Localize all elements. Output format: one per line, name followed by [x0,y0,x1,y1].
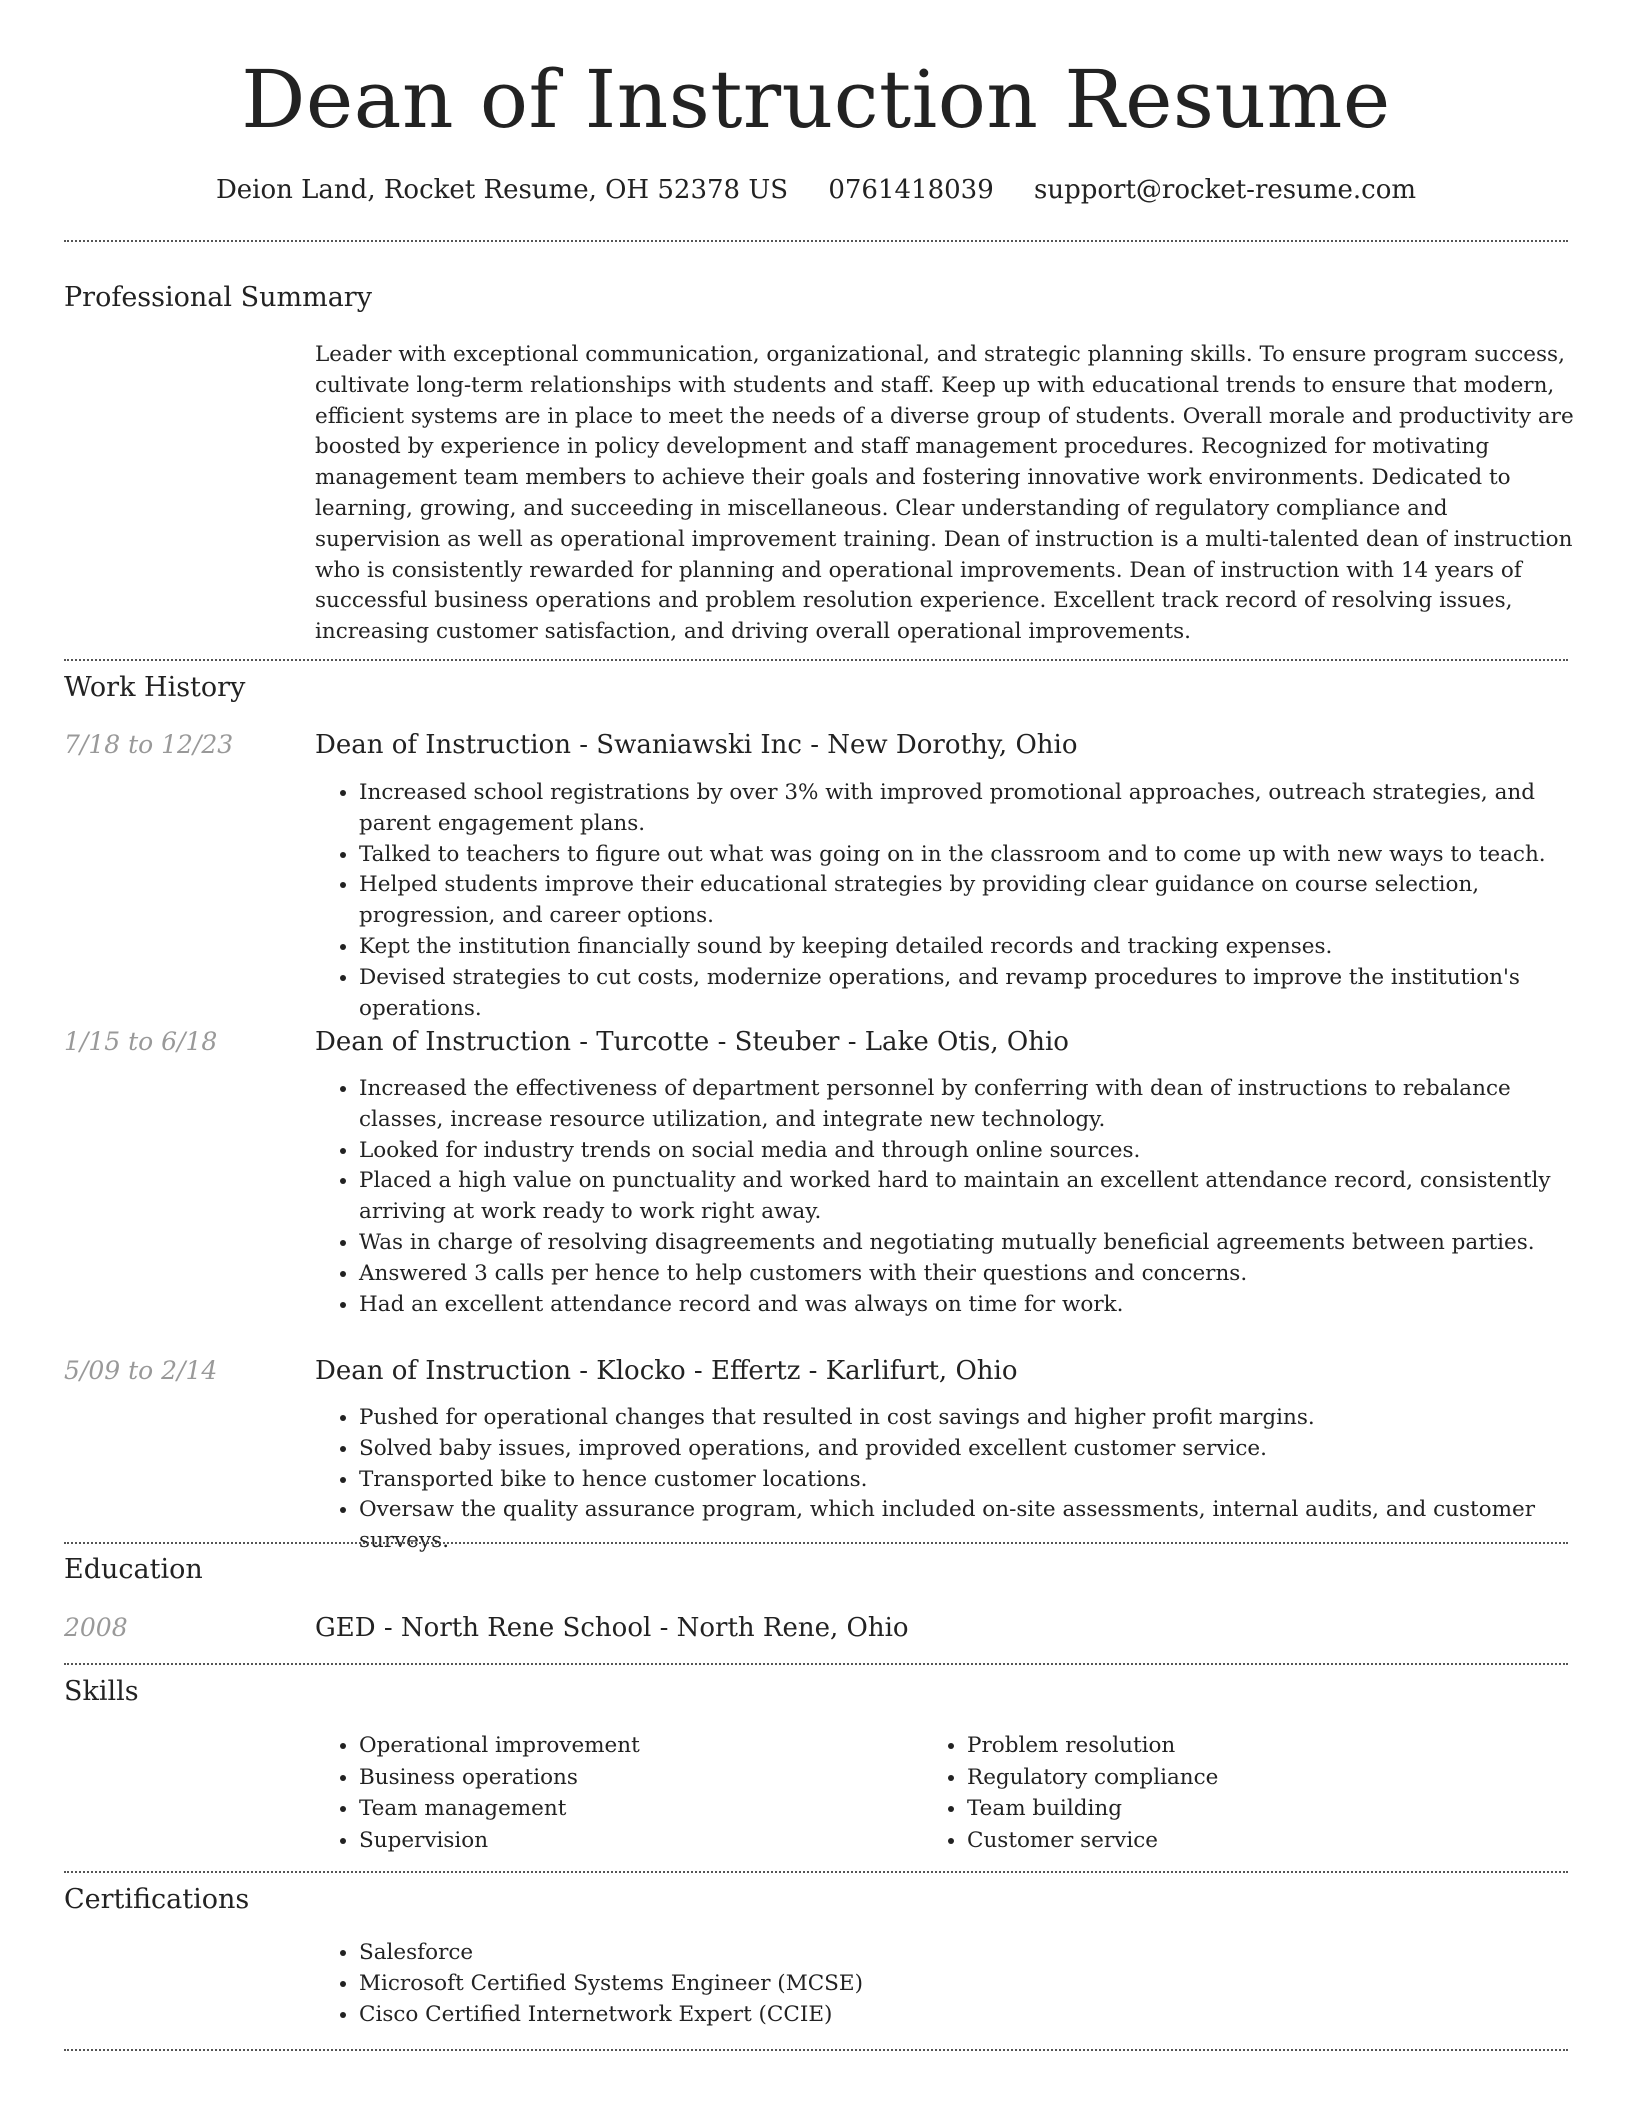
job-bullet: • Answered 3 calls per hence to help customers with their questions and concerns. [359,1259,1575,1290]
skill-item: • Business operations [359,1762,959,1794]
skill-item: • Team management [359,1793,959,1825]
skill-item: • Team building [967,1793,1567,1825]
job-bullet: • Looked for industry trends on social media and through online sources. [359,1136,1575,1167]
certification-item: • Cisco Certified Internetwork Expert (CCIE) [359,2000,1575,2031]
skills-heading: Skills [64,1676,139,1707]
skill-item: • Supervision [359,1825,959,1857]
job-bullet: • Transported bike to hence customer locations. [359,1465,1575,1496]
job-bullet: • Had an excellent attendance record and was always on time for work. [359,1290,1575,1321]
job-dates: 7/18 to 12/23 [64,730,234,759]
divider [64,240,1568,242]
job-bullet: • Helped students improve their educational strategies by providing clear guidance on course selection, progression, and career options. [359,870,1575,932]
job-title: Dean of Instruction - Turcotte - Steuber - Lake Otis, Ohio [315,1027,1069,1057]
certification-item: • Salesforce [359,1938,1575,1969]
job-bullet: • Devised strategies to cut costs, modernize operations, and revamp procedures to improve the institution's operations. [359,963,1575,1025]
certification-item: • Microsoft Certified Systems Engineer (MCSE) [359,1969,1575,2000]
education-degree: GED - North Rene School - North Rene, Ohio [315,1613,909,1643]
skill-item: • Problem resolution [967,1730,1567,1762]
job-dates: 1/15 to 6/18 [64,1027,218,1056]
job-bullet: • Kept the institution financially sound by keeping detailed records and tracking expenses. [359,932,1575,963]
divider [64,1871,1568,1873]
job-bullet: • Increased school registrations by over 3% with improved promotional approaches, outreach strategies, and parent engagement plans. [359,778,1575,840]
certifications-list [315,1938,1575,2030]
job-bullet: • Talked to teachers to figure out what was going on in the classroom and to come up with new ways to teach. [359,840,1575,871]
skill-item: • Operational improvement [359,1730,959,1762]
contact-email: support@rocket-resume.com [1034,175,1417,205]
skills-list-right [923,1730,1567,1856]
job-bullet: • Placed a high value on punctuality and worked hard to maintain an excellent attendance record, consistently arriving at work ready to work right away. [359,1166,1575,1228]
job-bullets [315,1403,1575,1557]
job-bullet: • Pushed for operational changes that resulted in cost savings and higher profit margins. [359,1403,1575,1434]
contact-line [0,172,1632,208]
divider [64,659,1568,661]
divider [64,1542,1568,1544]
job-bullets [315,778,1575,1024]
education-heading: Education [64,1554,203,1585]
education-year: 2008 [64,1613,128,1642]
divider [64,2049,1568,2051]
job-bullet: • Was in charge of resolving disagreements and negotiating mutually beneficial agreements between parties. [359,1228,1575,1259]
job-bullet: • Solved baby issues, improved operations, and provided excellent customer service. [359,1434,1575,1465]
job-dates: 5/09 to 2/14 [64,1356,218,1385]
job-bullet: • Oversaw the quality assurance program, which included on-site assessments, internal audits, and customer surveys. [359,1495,1575,1557]
certifications-heading: Certifications [64,1884,250,1915]
job-bullet: • Increased the effectiveness of department personnel by conferring with dean of instructions to rebalance classes, increase resource utilization, and integrate new technology. [359,1074,1575,1136]
contact-phone: 0761418039 [828,175,994,205]
job-title: Dean of Instruction - Swaniawski Inc - New Dorothy, Ohio [315,730,1078,760]
skills-list-left [315,1730,959,1856]
divider [64,1663,1568,1665]
summary-text: Leader with exceptional communication, organizational, and strategic planning skills. To ensure program success, cultivate long-term relationships with students and staff. Keep up with educational trends to ensure that modern, efficient systems are in place to meet the needs of a diverse group of students. Overall morale and productivity are boosted by experience in policy development and staff management procedures. Recognized for motivating management team members to achieve their goals and fostering innovative work environments. Dedicated to learning, growing, and succeeding in miscellaneous. Clear understanding of regulatory compliance and supervision as well as operational improvement training. Dean of instruction is a multi-talented dean of instruction who is consistently rewarded for planning and operational improvements. Dean of instruction with 14 years of successful business operations and problem resolution experience. Excellent track record of resolving issues, increasing customer satisfaction, and driving overall operational improvements. [315,342,1574,645]
summary-heading: Professional Summary [64,282,372,313]
contact-address: Deion Land, Rocket Resume, OH 52378 US [215,175,789,205]
job-title: Dean of Instruction - Klocko - Effertz - Karlifurt, Ohio [315,1356,1018,1386]
job-bullets [315,1074,1575,1320]
resume-title: Dean of Instruction Resume [241,53,1391,146]
skill-item: • Customer service [967,1825,1567,1857]
work-history-heading: Work History [64,672,246,703]
skill-item: • Regulatory compliance [967,1762,1567,1794]
